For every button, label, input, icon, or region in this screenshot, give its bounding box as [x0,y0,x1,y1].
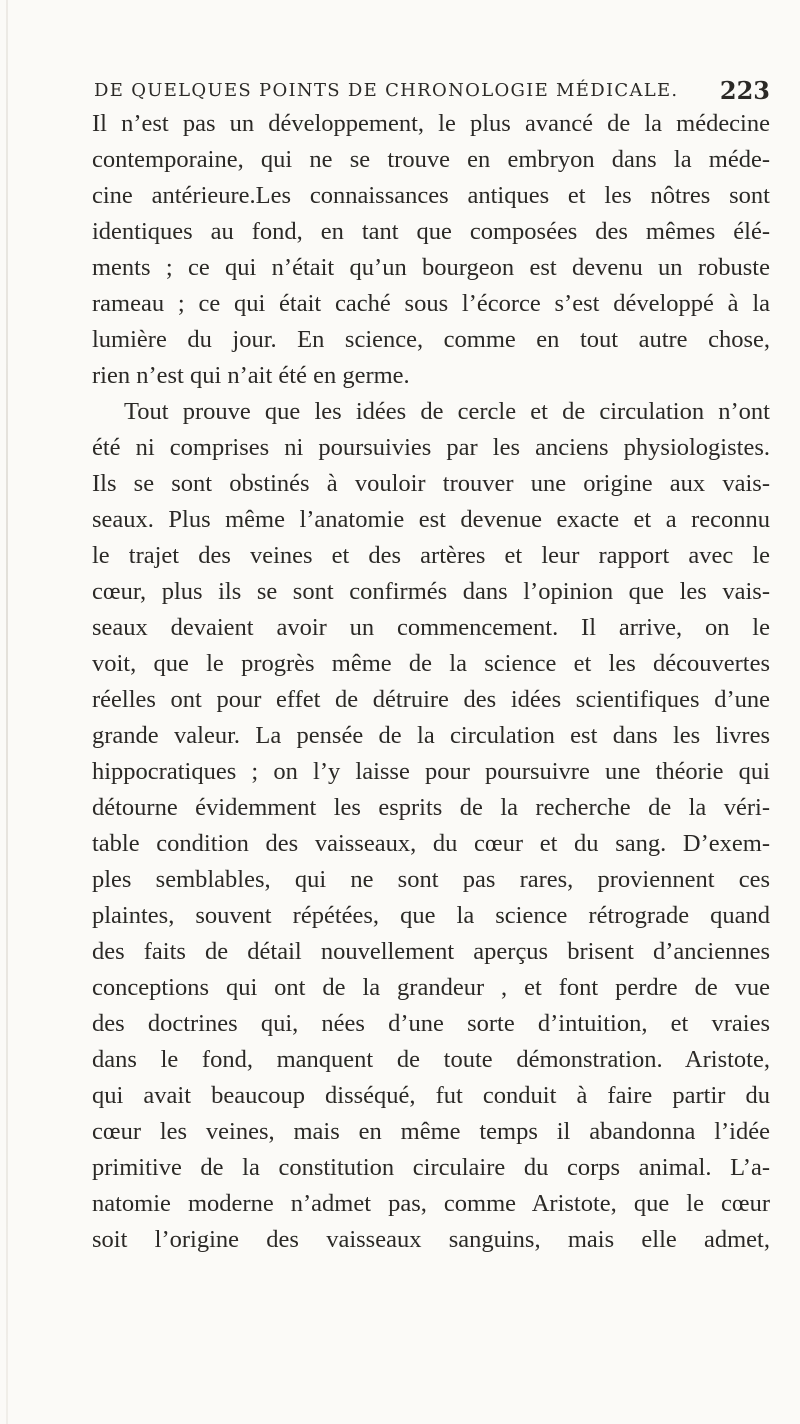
text-line: le trajet des veines et des artères et leur rapport avec le [92,542,770,569]
text-line: Ils se sont obstinés à vouloir trouver une origine aux vais- [92,470,770,497]
text-line: qui avait beaucoup disséqué, fut conduit à faire partir du [92,1082,770,1109]
page-edge-shadow [6,0,8,1424]
text-line-paragraph-end: rien n’est qui n’ait été en germe. [92,362,410,389]
text-line: table condition des vaisseaux, du cœur et du sang. D’exem- [92,830,770,857]
text-line: seaux devaient avoir un commencement. Il arrive, on le [92,614,770,641]
text-line: voit, que le progrès même de la science et les découvertes [92,650,770,677]
text-line: lumière du jour. En science, comme en tout autre chose, [92,326,770,353]
text-line: cine antérieure.Les connaissances antiques et les nôtres sont [92,182,770,209]
text-line: soit l’origine des vaisseaux sanguins, mais elle admet, [92,1226,770,1253]
text-line: cœur les veines, mais en même temps il abandonna l’idée [92,1118,770,1145]
text-line: primitive de la constitution circulaire du corps animal. L’a- [92,1154,770,1181]
text-line: ples semblables, qui ne sont pas rares, proviennent ces [92,866,770,893]
text-line: cœur, plus ils se sont confirmés dans l’opinion que les vais- [92,578,770,605]
text-line: des faits de détail nouvellement aperçus brisent d’anciennes [92,938,770,965]
text-line: natomie moderne n’admet pas, comme Aristote, que le cœur [92,1190,770,1217]
text-line: été ni comprises ni poursuivies par les anciens physiologistes. [92,434,770,461]
text-line: conceptions qui ont de la grandeur , et font perdre de vue [92,974,770,1001]
text-line: ments ; ce qui n’était qu’un bourgeon est devenu un robuste [92,254,770,281]
text-line-paragraph-start: Tout prouve que les idées de cercle et de circulation n’ont [124,398,770,425]
running-head: DE QUELQUES POINTS DE CHRONOLOGIE MÉDICALE. [94,80,679,101]
page-number: 223 [719,76,770,105]
text-line: des doctrines qui, nées d’une sorte d’intuition, et vraies [92,1010,770,1037]
text-line: réelles ont pour effet de détruire des idées scientifiques d’une [92,686,770,713]
body-text [92,106,770,1258]
text-line: contemporaine, qui ne se trouve en embryon dans la méde- [92,146,770,173]
text-line: plaintes, souvent répétées, que la science rétrograde quand [92,902,770,929]
text-line: seaux. Plus même l’anatomie est devenue exacte et a reconnu [92,506,770,533]
text-line: détourne évidemment les esprits de la recherche de la véri- [92,794,770,821]
text-line: hippocratiques ; on l’y laisse pour poursuivre une théorie qui [92,758,770,785]
text-line: grande valeur. La pensée de la circulation est dans les livres [92,722,770,749]
text-line: rameau ; ce qui était caché sous l’écorce s’est développé à la [92,290,770,317]
text-line: Il n’est pas un développement, le plus avancé de la médecine [92,110,770,137]
text-line: identiques au fond, en tant que composées des mêmes élé- [92,218,770,245]
text-line: dans le fond, manquent de toute démonstration. Aristote, [92,1046,770,1073]
